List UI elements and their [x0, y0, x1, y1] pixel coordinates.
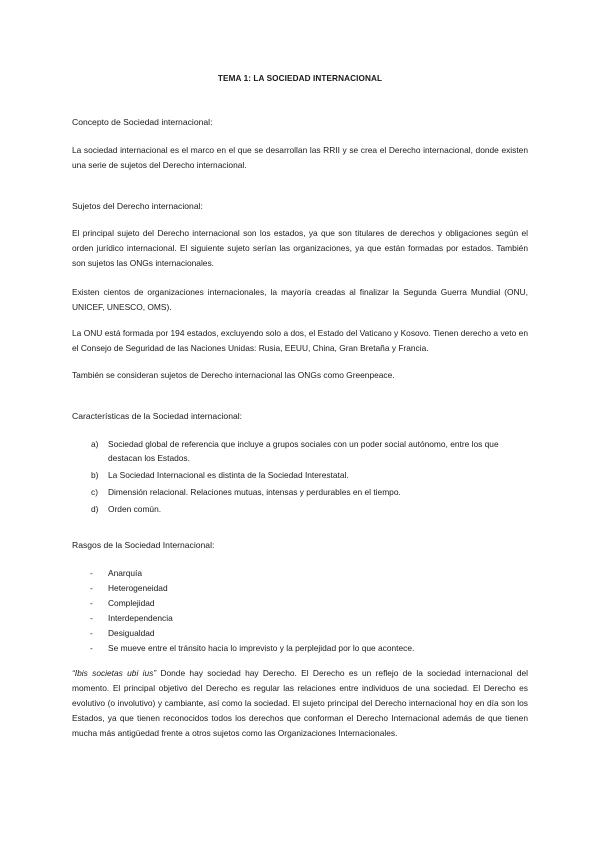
- list-marker: -: [90, 643, 93, 653]
- list-item-text: Heterogeneidad: [108, 583, 168, 593]
- list-item: [72, 642, 528, 656]
- list-marker: -: [90, 628, 93, 638]
- list-marker: d): [91, 503, 99, 514]
- paragraph-sujetos-4: También se consideran sujetos de Derecho internacional las ONGs como Greenpeace.: [72, 370, 395, 380]
- list-item: [72, 597, 528, 611]
- list-item-text: Anarquía: [108, 568, 142, 578]
- heading-sujetos: Sujetos del Derecho internacional:: [72, 201, 203, 211]
- paragraph-cierre-text: Donde hay sociedad hay Derecho. El Derecho es un reflejo de la sociedad internacional del momento. El principal objetivo del Derecho es regular las relaciones entre individuos de una sociedad. El Derecho es evolutivo (o involutivo) y cambiante, así como la sociedad. El sujeto principal del Derecho internacional hoy en día son los Estados, ya que tienen reconocidos todos los derechos que conforman el Derecho Internacional además de que tienen mucha más antigüedad frente a otros sujetos como las Organizaciones Internacionales.: [72, 668, 528, 738]
- list-item-text: Orden común.: [108, 503, 162, 514]
- list-item-text: Desigualdad: [108, 628, 155, 638]
- list-item: [72, 612, 528, 626]
- list-item-text: Complejidad: [108, 598, 155, 608]
- paragraph-sujetos-3: La ONU está formada por 194 estados, excluyendo solo a dos, el Estado del Vaticano y Kosovo. Tienen derecho a veto en el Consejo de Seguridad de las Naciones Unidas: Rusia, EEUU, China, Gran Bretaña y Francia.: [72, 328, 528, 353]
- list-marker: a): [91, 439, 99, 449]
- paragraph-sujetos-1: El principal sujeto del Derecho internacional son los estados, ya que son titulares de derechos y obligaciones según el orden jurídico internacional. El siguiente sujeto serían las organizaciones, ya que están formadas por estados. También son sujetos las ONGs internacionales.: [72, 228, 528, 268]
- heading-concepto: Concepto de Sociedad internacional:: [72, 117, 213, 127]
- rasgos-list: [72, 567, 528, 657]
- list-item: [72, 486, 528, 500]
- list-item: [72, 627, 528, 641]
- list-item-text: La Sociedad Internacional es distinta de la Sociedad Interestatal.: [108, 469, 349, 480]
- heading-caracteristicas: Características de la Sociedad internacional:: [72, 411, 243, 421]
- list-item-text: Dimensión relacional. Relaciones mutuas, intensas y perdurables en el tiempo.: [108, 486, 401, 497]
- list-item: [72, 503, 528, 517]
- document-title: TEMA 1: LA SOCIEDAD INTERNACIONAL: [217, 74, 383, 83]
- list-marker: b): [91, 469, 99, 480]
- list-item: [72, 469, 528, 483]
- paragraph-sujetos-2: Existen cientos de organizaciones internacionales, la mayoría creadas al finalizar la Segunda Guerra Mundial (ONU, UNICEF, UNESCO, OMS).: [72, 287, 528, 312]
- list-item: [72, 438, 528, 465]
- list-item: [72, 567, 528, 581]
- list-item: [72, 582, 528, 596]
- list-marker: -: [90, 583, 93, 593]
- list-item-text: Interdependencia: [108, 613, 173, 623]
- latin-quote: “Ibis societas ubi ius”: [72, 668, 157, 678]
- paragraph-cierre: [72, 666, 528, 741]
- caracteristicas-list: [72, 438, 528, 520]
- heading-rasgos: Rasgos de la Sociedad Internacional:: [72, 540, 215, 550]
- list-marker: -: [90, 598, 93, 608]
- list-marker: c): [91, 486, 98, 497]
- list-item-text: Sociedad global de referencia que incluye a grupos sociales con un poder social autónomo, entre los que destacan los Estados.: [108, 439, 499, 463]
- paragraph-concepto: La sociedad internacional es el marco en el que se desarrollan las RRII y se crea el Derecho internacional, donde existen una serie de sujetos del Derecho internacional.: [72, 145, 528, 170]
- list-marker: -: [90, 613, 93, 623]
- list-marker: -: [90, 568, 93, 578]
- list-item-text: Se mueve entre el tránsito hacia lo imprevisto y la perplejidad por lo que acontece.: [108, 643, 415, 653]
